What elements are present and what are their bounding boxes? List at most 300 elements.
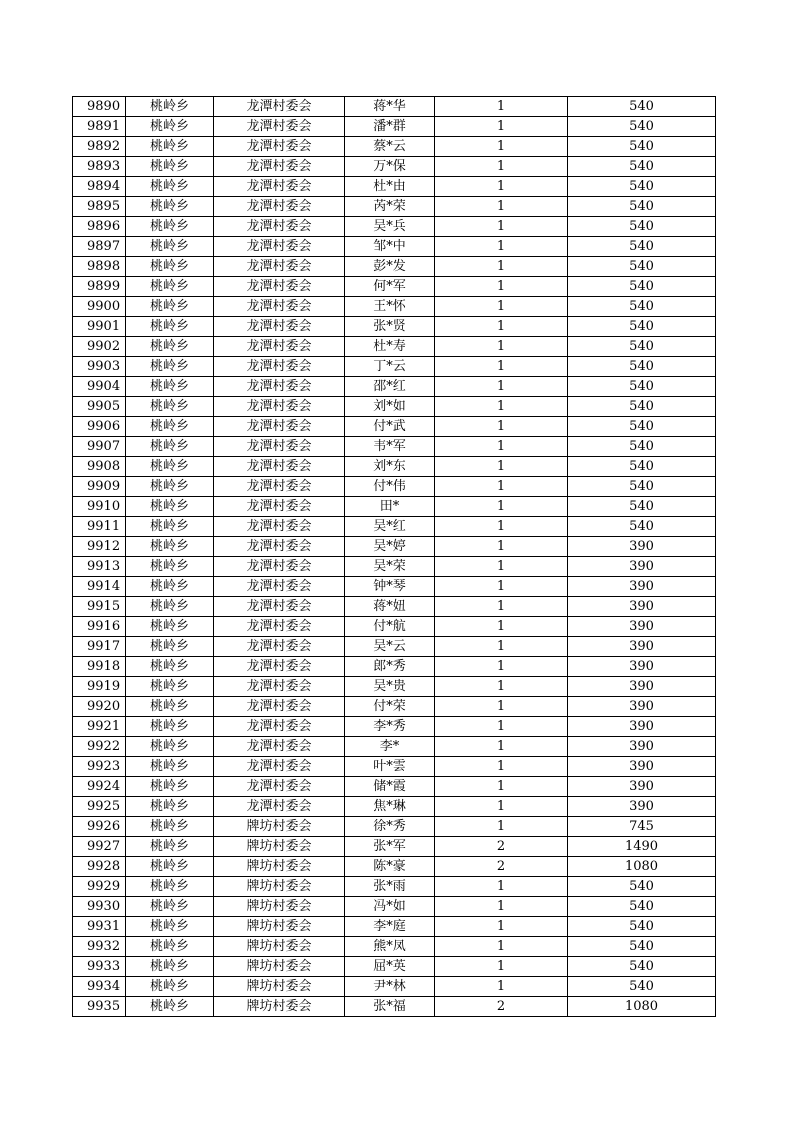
amount-cell: 390 xyxy=(568,777,716,797)
village-committee-cell: 龙潭村委会 xyxy=(214,737,345,757)
name-cell: 吴*云 xyxy=(345,637,435,657)
amount-cell: 540 xyxy=(568,317,716,337)
township-cell: 桃岭乡 xyxy=(126,677,214,697)
row-number-cell: 9933 xyxy=(73,957,126,977)
township-cell: 桃岭乡 xyxy=(126,597,214,617)
table-row xyxy=(73,757,716,777)
village-committee-cell: 龙潭村委会 xyxy=(214,597,345,617)
township-cell: 桃岭乡 xyxy=(126,717,214,737)
township-cell: 桃岭乡 xyxy=(126,917,214,937)
row-number-cell: 9924 xyxy=(73,777,126,797)
township-cell: 桃岭乡 xyxy=(126,417,214,437)
amount-cell: 390 xyxy=(568,737,716,757)
row-number-cell: 9923 xyxy=(73,757,126,777)
township-cell: 桃岭乡 xyxy=(126,957,214,977)
township-cell: 桃岭乡 xyxy=(126,817,214,837)
table-row xyxy=(73,877,716,897)
township-cell: 桃岭乡 xyxy=(126,997,214,1017)
township-cell: 桃岭乡 xyxy=(126,317,214,337)
row-number-cell: 9913 xyxy=(73,557,126,577)
amount-cell: 540 xyxy=(568,917,716,937)
amount-cell: 390 xyxy=(568,557,716,577)
township-cell: 桃岭乡 xyxy=(126,857,214,877)
village-committee-cell: 龙潭村委会 xyxy=(214,757,345,777)
village-committee-cell: 牌坊村委会 xyxy=(214,817,345,837)
township-cell: 桃岭乡 xyxy=(126,877,214,897)
row-number-cell: 9898 xyxy=(73,257,126,277)
township-cell: 桃岭乡 xyxy=(126,197,214,217)
amount-cell: 390 xyxy=(568,657,716,677)
village-committee-cell: 龙潭村委会 xyxy=(214,537,345,557)
village-committee-cell: 龙潭村委会 xyxy=(214,577,345,597)
village-committee-cell: 龙潭村委会 xyxy=(214,637,345,657)
count-cell: 1 xyxy=(435,277,568,297)
row-number-cell: 9934 xyxy=(73,977,126,997)
name-cell: 何*军 xyxy=(345,277,435,297)
village-committee-cell: 龙潭村委会 xyxy=(214,697,345,717)
name-cell: 杜*寿 xyxy=(345,337,435,357)
row-number-cell: 9925 xyxy=(73,797,126,817)
township-cell: 桃岭乡 xyxy=(126,797,214,817)
village-committee-cell: 牌坊村委会 xyxy=(214,837,345,857)
township-cell: 桃岭乡 xyxy=(126,637,214,657)
count-cell: 1 xyxy=(435,397,568,417)
name-cell: 韦*军 xyxy=(345,437,435,457)
count-cell: 1 xyxy=(435,257,568,277)
name-cell: 吴*荣 xyxy=(345,557,435,577)
amount-cell: 390 xyxy=(568,757,716,777)
name-cell: 彭*发 xyxy=(345,257,435,277)
name-cell: 熊*凤 xyxy=(345,937,435,957)
village-committee-cell: 龙潭村委会 xyxy=(214,137,345,157)
name-cell: 吴*贵 xyxy=(345,677,435,697)
village-committee-cell: 龙潭村委会 xyxy=(214,497,345,517)
village-committee-cell: 牌坊村委会 xyxy=(214,957,345,977)
village-committee-cell: 龙潭村委会 xyxy=(214,277,345,297)
count-cell: 1 xyxy=(435,657,568,677)
village-committee-cell: 龙潭村委会 xyxy=(214,357,345,377)
amount-cell: 540 xyxy=(568,937,716,957)
name-cell: 陈*豪 xyxy=(345,857,435,877)
row-number-cell: 9902 xyxy=(73,337,126,357)
village-committee-cell: 龙潭村委会 xyxy=(214,157,345,177)
table-body xyxy=(73,97,716,1017)
table-row xyxy=(73,97,716,117)
row-number-cell: 9895 xyxy=(73,197,126,217)
row-number-cell: 9928 xyxy=(73,857,126,877)
amount-cell: 540 xyxy=(568,97,716,117)
name-cell: 储*霞 xyxy=(345,777,435,797)
township-cell: 桃岭乡 xyxy=(126,517,214,537)
name-cell: 钟*琴 xyxy=(345,577,435,597)
data-table xyxy=(72,96,716,1017)
table-row xyxy=(73,497,716,517)
count-cell: 1 xyxy=(435,477,568,497)
village-committee-cell: 龙潭村委会 xyxy=(214,457,345,477)
row-number-cell: 9909 xyxy=(73,477,126,497)
village-committee-cell: 龙潭村委会 xyxy=(214,197,345,217)
amount-cell: 540 xyxy=(568,457,716,477)
amount-cell: 390 xyxy=(568,797,716,817)
row-number-cell: 9899 xyxy=(73,277,126,297)
count-cell: 1 xyxy=(435,817,568,837)
amount-cell: 390 xyxy=(568,637,716,657)
table-row xyxy=(73,817,716,837)
township-cell: 桃岭乡 xyxy=(126,437,214,457)
township-cell: 桃岭乡 xyxy=(126,357,214,377)
township-cell: 桃岭乡 xyxy=(126,297,214,317)
village-committee-cell: 龙潭村委会 xyxy=(214,437,345,457)
name-cell: 屈*英 xyxy=(345,957,435,977)
name-cell: 蔡*云 xyxy=(345,137,435,157)
count-cell: 1 xyxy=(435,537,568,557)
name-cell: 丁*云 xyxy=(345,357,435,377)
amount-cell: 390 xyxy=(568,597,716,617)
count-cell: 1 xyxy=(435,977,568,997)
name-cell: 冯*如 xyxy=(345,897,435,917)
row-number-cell: 9935 xyxy=(73,997,126,1017)
table-row xyxy=(73,177,716,197)
village-committee-cell: 龙潭村委会 xyxy=(214,717,345,737)
amount-cell: 540 xyxy=(568,397,716,417)
row-number-cell: 9901 xyxy=(73,317,126,337)
name-cell: 邹*中 xyxy=(345,237,435,257)
township-cell: 桃岭乡 xyxy=(126,937,214,957)
amount-cell: 540 xyxy=(568,197,716,217)
village-committee-cell: 龙潭村委会 xyxy=(214,657,345,677)
name-cell: 付*荣 xyxy=(345,697,435,717)
amount-cell: 390 xyxy=(568,617,716,637)
amount-cell: 540 xyxy=(568,157,716,177)
township-cell: 桃岭乡 xyxy=(126,617,214,637)
township-cell: 桃岭乡 xyxy=(126,177,214,197)
amount-cell: 540 xyxy=(568,897,716,917)
count-cell: 1 xyxy=(435,877,568,897)
amount-cell: 540 xyxy=(568,177,716,197)
amount-cell: 1490 xyxy=(568,837,716,857)
village-committee-cell: 牌坊村委会 xyxy=(214,937,345,957)
name-cell: 张*福 xyxy=(345,997,435,1017)
township-cell: 桃岭乡 xyxy=(126,337,214,357)
name-cell: 付*伟 xyxy=(345,477,435,497)
village-committee-cell: 牌坊村委会 xyxy=(214,997,345,1017)
table-row xyxy=(73,717,716,737)
count-cell: 1 xyxy=(435,97,568,117)
amount-cell: 540 xyxy=(568,237,716,257)
name-cell: 付*武 xyxy=(345,417,435,437)
row-number-cell: 9930 xyxy=(73,897,126,917)
village-committee-cell: 龙潭村委会 xyxy=(214,337,345,357)
table-row xyxy=(73,797,716,817)
row-number-cell: 9897 xyxy=(73,237,126,257)
row-number-cell: 9916 xyxy=(73,617,126,637)
village-committee-cell: 龙潭村委会 xyxy=(214,777,345,797)
table-row xyxy=(73,657,716,677)
count-cell: 1 xyxy=(435,317,568,337)
row-number-cell: 9910 xyxy=(73,497,126,517)
village-committee-cell: 龙潭村委会 xyxy=(214,217,345,237)
township-cell: 桃岭乡 xyxy=(126,217,214,237)
township-cell: 桃岭乡 xyxy=(126,897,214,917)
table-row xyxy=(73,477,716,497)
table-row xyxy=(73,697,716,717)
village-committee-cell: 龙潭村委会 xyxy=(214,257,345,277)
village-committee-cell: 龙潭村委会 xyxy=(214,97,345,117)
name-cell: 张*贤 xyxy=(345,317,435,337)
name-cell: 吴*红 xyxy=(345,517,435,537)
row-number-cell: 9890 xyxy=(73,97,126,117)
table-row xyxy=(73,597,716,617)
amount-cell: 540 xyxy=(568,977,716,997)
township-cell: 桃岭乡 xyxy=(126,977,214,997)
count-cell: 1 xyxy=(435,597,568,617)
count-cell: 1 xyxy=(435,617,568,637)
table-row xyxy=(73,617,716,637)
amount-cell: 540 xyxy=(568,257,716,277)
name-cell: 李* xyxy=(345,737,435,757)
amount-cell: 540 xyxy=(568,477,716,497)
count-cell: 1 xyxy=(435,717,568,737)
row-number-cell: 9926 xyxy=(73,817,126,837)
name-cell: 张*雨 xyxy=(345,877,435,897)
table-row xyxy=(73,577,716,597)
township-cell: 桃岭乡 xyxy=(126,657,214,677)
township-cell: 桃岭乡 xyxy=(126,777,214,797)
count-cell: 1 xyxy=(435,357,568,377)
row-number-cell: 9932 xyxy=(73,937,126,957)
count-cell: 1 xyxy=(435,137,568,157)
name-cell: 潘*群 xyxy=(345,117,435,137)
amount-cell: 1080 xyxy=(568,857,716,877)
row-number-cell: 9915 xyxy=(73,597,126,617)
amount-cell: 390 xyxy=(568,577,716,597)
table-row xyxy=(73,977,716,997)
row-number-cell: 9929 xyxy=(73,877,126,897)
name-cell: 付*航 xyxy=(345,617,435,637)
row-number-cell: 9914 xyxy=(73,577,126,597)
table-row xyxy=(73,897,716,917)
row-number-cell: 9931 xyxy=(73,917,126,937)
table-row xyxy=(73,217,716,237)
count-cell: 1 xyxy=(435,897,568,917)
row-number-cell: 9893 xyxy=(73,157,126,177)
village-committee-cell: 龙潭村委会 xyxy=(214,177,345,197)
township-cell: 桃岭乡 xyxy=(126,537,214,557)
row-number-cell: 9905 xyxy=(73,397,126,417)
village-committee-cell: 龙潭村委会 xyxy=(214,117,345,137)
township-cell: 桃岭乡 xyxy=(126,837,214,857)
table-row xyxy=(73,357,716,377)
name-cell: 刘*如 xyxy=(345,397,435,417)
count-cell: 2 xyxy=(435,857,568,877)
township-cell: 桃岭乡 xyxy=(126,457,214,477)
count-cell: 1 xyxy=(435,737,568,757)
village-committee-cell: 龙潭村委会 xyxy=(214,477,345,497)
count-cell: 1 xyxy=(435,197,568,217)
amount-cell: 540 xyxy=(568,357,716,377)
village-committee-cell: 牌坊村委会 xyxy=(214,917,345,937)
table-row xyxy=(73,557,716,577)
township-cell: 桃岭乡 xyxy=(126,477,214,497)
village-committee-cell: 龙潭村委会 xyxy=(214,317,345,337)
village-committee-cell: 龙潭村委会 xyxy=(214,517,345,537)
village-committee-cell: 龙潭村委会 xyxy=(214,397,345,417)
amount-cell: 540 xyxy=(568,437,716,457)
table-row xyxy=(73,957,716,977)
amount-cell: 540 xyxy=(568,117,716,137)
row-number-cell: 9894 xyxy=(73,177,126,197)
name-cell: 王*怀 xyxy=(345,297,435,317)
table-row xyxy=(73,397,716,417)
township-cell: 桃岭乡 xyxy=(126,737,214,757)
table-row xyxy=(73,437,716,457)
township-cell: 桃岭乡 xyxy=(126,117,214,137)
count-cell: 1 xyxy=(435,917,568,937)
row-number-cell: 9907 xyxy=(73,437,126,457)
village-committee-cell: 龙潭村委会 xyxy=(214,377,345,397)
count-cell: 1 xyxy=(435,757,568,777)
amount-cell: 540 xyxy=(568,337,716,357)
township-cell: 桃岭乡 xyxy=(126,157,214,177)
table-row xyxy=(73,197,716,217)
amount-cell: 540 xyxy=(568,297,716,317)
count-cell: 1 xyxy=(435,777,568,797)
count-cell: 1 xyxy=(435,557,568,577)
name-cell: 田* xyxy=(345,497,435,517)
table-row xyxy=(73,277,716,297)
name-cell: 万*保 xyxy=(345,157,435,177)
name-cell: 吴*兵 xyxy=(345,217,435,237)
village-committee-cell: 牌坊村委会 xyxy=(214,877,345,897)
count-cell: 1 xyxy=(435,937,568,957)
row-number-cell: 9891 xyxy=(73,117,126,137)
table-row xyxy=(73,297,716,317)
amount-cell: 540 xyxy=(568,957,716,977)
township-cell: 桃岭乡 xyxy=(126,277,214,297)
count-cell: 1 xyxy=(435,297,568,317)
amount-cell: 540 xyxy=(568,217,716,237)
village-committee-cell: 龙潭村委会 xyxy=(214,617,345,637)
row-number-cell: 9927 xyxy=(73,837,126,857)
count-cell: 1 xyxy=(435,497,568,517)
count-cell: 2 xyxy=(435,837,568,857)
amount-cell: 390 xyxy=(568,537,716,557)
row-number-cell: 9906 xyxy=(73,417,126,437)
table-row xyxy=(73,857,716,877)
count-cell: 1 xyxy=(435,957,568,977)
table-row xyxy=(73,237,716,257)
count-cell: 1 xyxy=(435,517,568,537)
name-cell: 刘*东 xyxy=(345,457,435,477)
table-row xyxy=(73,777,716,797)
count-cell: 1 xyxy=(435,337,568,357)
row-number-cell: 9918 xyxy=(73,657,126,677)
count-cell: 1 xyxy=(435,417,568,437)
table-row xyxy=(73,117,716,137)
table-row xyxy=(73,997,716,1017)
township-cell: 桃岭乡 xyxy=(126,377,214,397)
township-cell: 桃岭乡 xyxy=(126,577,214,597)
table-row xyxy=(73,937,716,957)
count-cell: 1 xyxy=(435,117,568,137)
table-row xyxy=(73,137,716,157)
table-row xyxy=(73,637,716,657)
table-row xyxy=(73,377,716,397)
village-committee-cell: 龙潭村委会 xyxy=(214,797,345,817)
count-cell: 1 xyxy=(435,577,568,597)
amount-cell: 390 xyxy=(568,697,716,717)
count-cell: 1 xyxy=(435,377,568,397)
township-cell: 桃岭乡 xyxy=(126,757,214,777)
amount-cell: 540 xyxy=(568,377,716,397)
amount-cell: 1080 xyxy=(568,997,716,1017)
amount-cell: 390 xyxy=(568,717,716,737)
table-row xyxy=(73,157,716,177)
name-cell: 杜*由 xyxy=(345,177,435,197)
name-cell: 尹*林 xyxy=(345,977,435,997)
name-cell: 吴*婷 xyxy=(345,537,435,557)
row-number-cell: 9892 xyxy=(73,137,126,157)
table-row xyxy=(73,517,716,537)
name-cell: 李*秀 xyxy=(345,717,435,737)
row-number-cell: 9920 xyxy=(73,697,126,717)
name-cell: 李*庭 xyxy=(345,917,435,937)
amount-cell: 745 xyxy=(568,817,716,837)
village-committee-cell: 龙潭村委会 xyxy=(214,677,345,697)
name-cell: 邵*红 xyxy=(345,377,435,397)
township-cell: 桃岭乡 xyxy=(126,257,214,277)
table-row xyxy=(73,457,716,477)
table-row xyxy=(73,737,716,757)
row-number-cell: 9896 xyxy=(73,217,126,237)
name-cell: 郎*秀 xyxy=(345,657,435,677)
amount-cell: 540 xyxy=(568,137,716,157)
village-committee-cell: 牌坊村委会 xyxy=(214,897,345,917)
name-cell: 蒋*华 xyxy=(345,97,435,117)
township-cell: 桃岭乡 xyxy=(126,237,214,257)
amount-cell: 390 xyxy=(568,677,716,697)
name-cell: 徐*秀 xyxy=(345,817,435,837)
count-cell: 1 xyxy=(435,677,568,697)
amount-cell: 540 xyxy=(568,497,716,517)
count-cell: 1 xyxy=(435,437,568,457)
township-cell: 桃岭乡 xyxy=(126,497,214,517)
table-row xyxy=(73,317,716,337)
name-cell: 焦*琳 xyxy=(345,797,435,817)
count-cell: 1 xyxy=(435,797,568,817)
table-row xyxy=(73,537,716,557)
table-row xyxy=(73,417,716,437)
row-number-cell: 9900 xyxy=(73,297,126,317)
count-cell: 1 xyxy=(435,697,568,717)
name-cell: 张*军 xyxy=(345,837,435,857)
row-number-cell: 9904 xyxy=(73,377,126,397)
village-committee-cell: 龙潭村委会 xyxy=(214,417,345,437)
row-number-cell: 9922 xyxy=(73,737,126,757)
table-row xyxy=(73,257,716,277)
township-cell: 桃岭乡 xyxy=(126,397,214,417)
village-committee-cell: 龙潭村委会 xyxy=(214,297,345,317)
table-row xyxy=(73,917,716,937)
count-cell: 1 xyxy=(435,637,568,657)
township-cell: 桃岭乡 xyxy=(126,137,214,157)
name-cell: 叶*雲 xyxy=(345,757,435,777)
name-cell: 蒋*妞 xyxy=(345,597,435,617)
row-number-cell: 9911 xyxy=(73,517,126,537)
table-row xyxy=(73,337,716,357)
row-number-cell: 9917 xyxy=(73,637,126,657)
village-committee-cell: 龙潭村委会 xyxy=(214,557,345,577)
